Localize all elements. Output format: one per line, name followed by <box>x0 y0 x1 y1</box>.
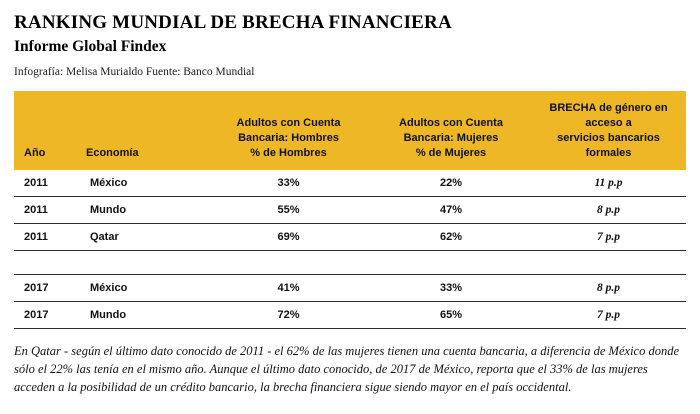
column-header-women-line3: % de Mujeres <box>415 146 487 159</box>
cell-economy: Mundo <box>76 196 206 223</box>
table-row <box>14 301 686 328</box>
table-row <box>14 196 686 223</box>
page-subtitle: Informe Global Findex <box>14 37 167 55</box>
cell-men: 41% <box>206 274 371 301</box>
cell-men: 72% <box>206 301 371 328</box>
cell-women: 62% <box>371 223 531 250</box>
table-header-row <box>14 91 686 169</box>
cell-gap: 7 p.p <box>531 301 686 328</box>
cell-women: 33% <box>371 274 531 301</box>
table-row <box>14 274 686 301</box>
column-header-women-line1: Adultos con Cuenta <box>399 117 503 130</box>
cell-men: 33% <box>206 170 371 197</box>
table-head <box>14 91 686 169</box>
page-title: RANKING MUNDIAL DE BRECHA FINANCIERA <box>14 12 452 33</box>
table-body <box>14 170 686 329</box>
section-divider <box>14 250 686 274</box>
cell-men: 69% <box>206 223 371 250</box>
table-row <box>14 170 686 197</box>
column-header-gap-line2: servicios bancarios formales <box>557 132 660 159</box>
cell-gap: 11 p.p <box>531 170 686 197</box>
cell-economy: Mundo <box>76 301 206 328</box>
footnote-text: En Qatar - según el último dato conocido de 2011 - el 62% de las mujeres tienen una cuenta bancaria, a diferencia de México donde sólo el 22% las tenía en el mismo año. Aunque el último dato conocido, de 2017 de México, reporta que el 33% de las mujeres acceden a la posibilidad de un crédito bancario, la brecha financiera sigue siendo mayor en el país occidental. <box>14 343 680 395</box>
section-divider-bar <box>14 250 686 274</box>
cell-year: 2011 <box>14 196 76 223</box>
cell-gap: 7 p.p <box>531 223 686 250</box>
column-header-year: Año <box>14 91 76 169</box>
data-table-wrapper <box>14 91 686 328</box>
cell-economy: México <box>76 170 206 197</box>
cell-men: 55% <box>206 196 371 223</box>
cell-women: 47% <box>371 196 531 223</box>
column-header-economy: Economía <box>76 91 206 169</box>
findex-table <box>14 91 686 328</box>
column-header-men <box>206 91 371 169</box>
column-header-women-line2: Bancaria: Mujeres <box>403 132 499 145</box>
credit-line: Infografía: Melisa Murialdo Fuente: Banco Mundial <box>14 66 255 79</box>
table-row <box>14 223 686 250</box>
cell-economy: México <box>76 274 206 301</box>
cell-economy: Qatar <box>76 223 206 250</box>
column-header-gap-line1: BRECHA de género en acceso a <box>549 102 668 130</box>
column-header-men-line2: Bancaria: Hombres <box>238 132 339 145</box>
cell-year: 2011 <box>14 170 76 197</box>
cell-year: 2017 <box>14 274 76 301</box>
column-header-men-line3: % de Hombres <box>250 146 327 159</box>
column-header-men-line1: Adultos con Cuenta <box>236 117 341 130</box>
cell-year: 2011 <box>14 223 76 250</box>
cell-women: 65% <box>371 301 531 328</box>
column-header-gap <box>531 91 686 169</box>
cell-gap: 8 p.p <box>531 274 686 301</box>
column-header-women <box>371 91 531 169</box>
cell-gap: 8 p.p <box>531 196 686 223</box>
cell-year: 2017 <box>14 301 76 328</box>
cell-women: 22% <box>371 170 531 197</box>
